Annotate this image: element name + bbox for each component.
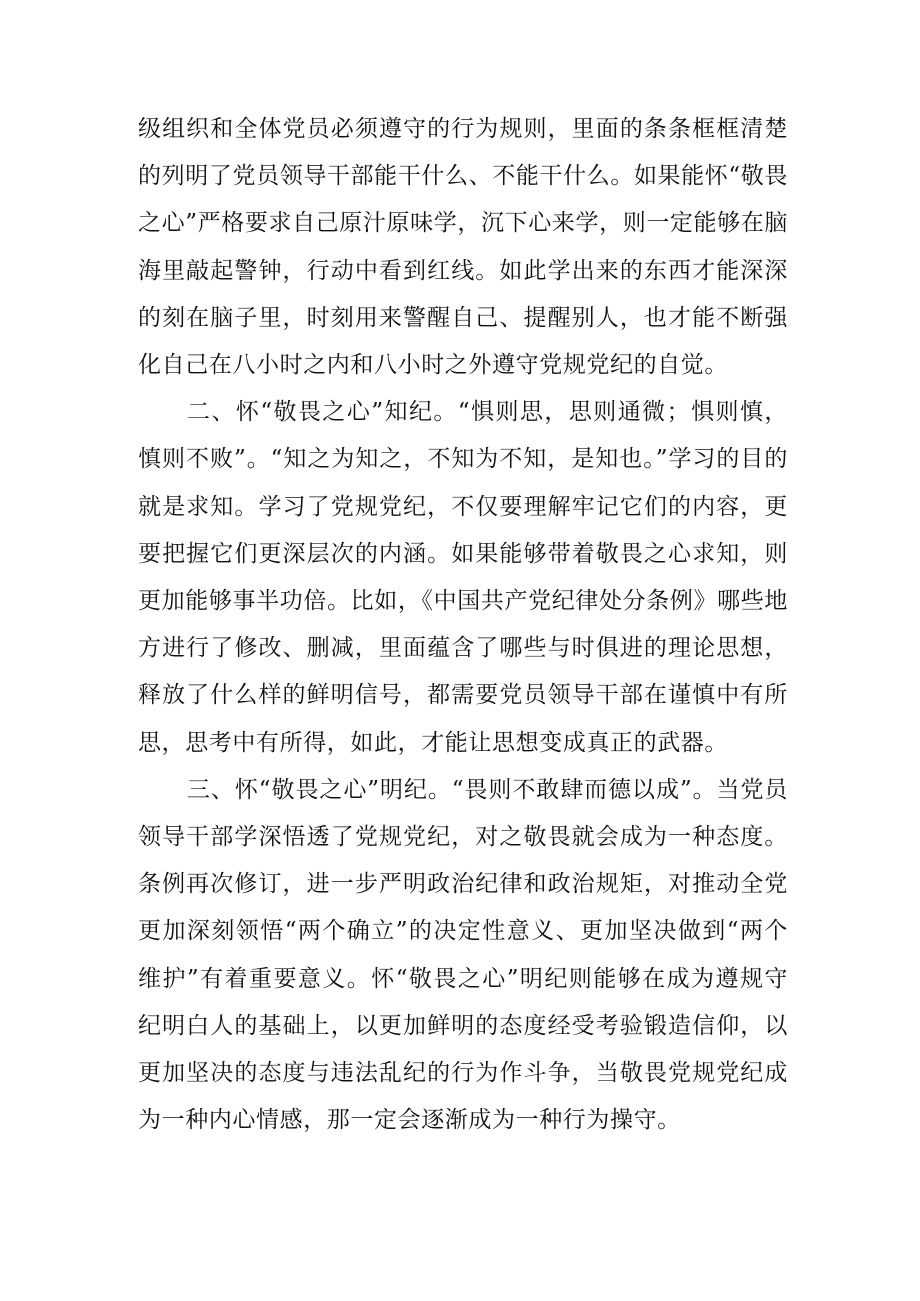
paragraph-continuation: 级组织和全体党员必须遵守的行为规则，里面的条条框框清楚的列明了党员领导干部能干什么、不能干什么。如果能怀“敬畏之心”严格要求自己原汁原味学，沉下心来学，则一定能够在脑海里敲起警钟，行动中看到红线。如此学出来的东西才能深深的刻在脑子里，时刻用来警醒自己、提醒别人，也才能不断强化自己在八小时之内和八小时之外遵守党规党纪的自觉。 — [138, 116, 788, 379]
paragraph-section-three: 三、怀“敬畏之心”明纪。“畏则不敢肆而德以成”。当党员领导干部学深悟透了党规党纪，对之敬畏就会成为一种态度。条例再次修订，进一步严明政治纪律和政治规矩，对推动全党更加深刻领悟“两个确立”的决定性意义、更加坚决做到“两个维护”有着重要意义。怀“敬畏之心”明纪则能够在成为遵规守纪明白人的基础上，以更加鲜明的态度经受考验锻造信仰，以更加坚决的态度与违法乱纪的行为作斗争，当敬畏党规党纪成为一种内心情感，那一定会逐渐成为一种行为操守。 — [138, 776, 788, 1134]
document-body — [138, 106, 788, 1144]
paragraph-section-two: 二、怀“敬畏之心”知纪。“惧则思，思则通微；惧则慎，慎则不败”。“知之为知之，不知为不知，是知也。”学习的目的就是求知。学习了党规党纪，不仅要理解牢记它们的内容，更要把握它们更深层次的内涵。如果能够带着敬畏之心求知，则更加能够事半功倍。比如，《中国共产党纪律处分条例》哪些地方进行了修改、删减，里面蕴含了哪些与时俱进的理论思想，释放了什么样的鲜明信号，都需要党员领导干部在谨慎中有所思，思考中有所得，如此，才能让思想变成真正的武器。 — [138, 399, 788, 756]
